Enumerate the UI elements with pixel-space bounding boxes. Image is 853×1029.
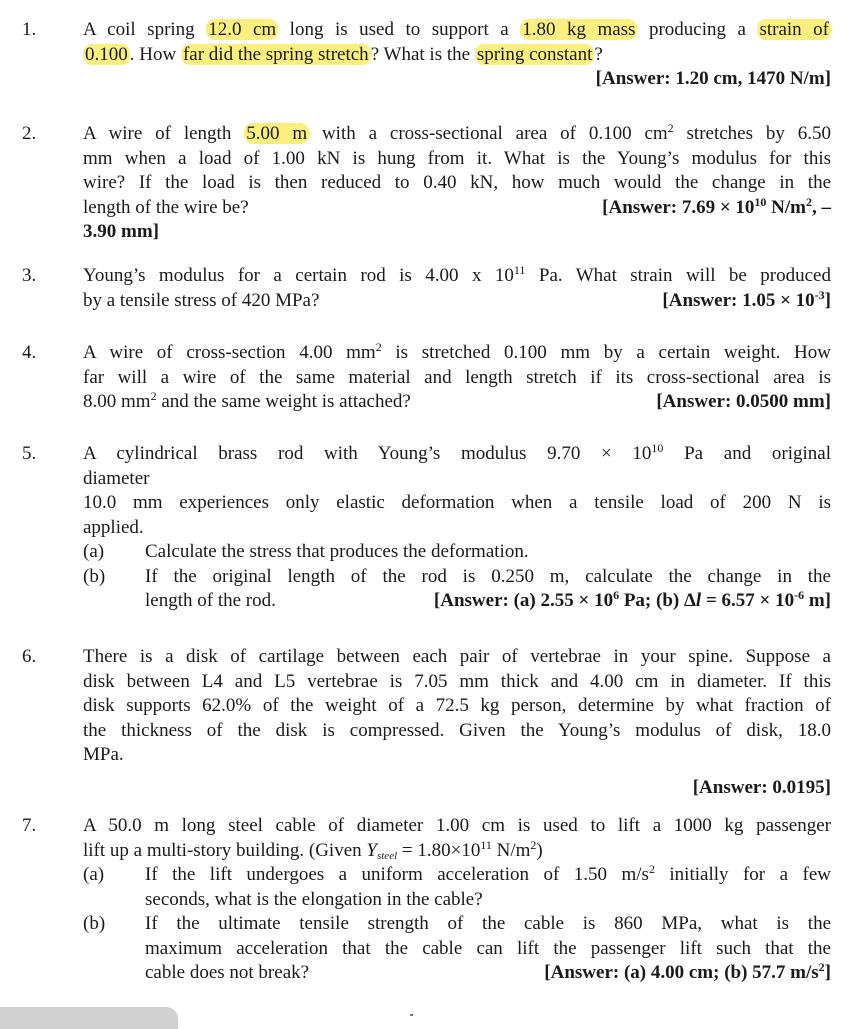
problem-number: 5.	[22, 443, 37, 464]
text-line: 8.00 $mm^2$ and the same weight is attached? [Answer: 0.0500 mm]	[83, 390, 831, 415]
answer: [Answer: (a) 4.00 cm; (b) 57.7 $m/s^2$]	[544, 960, 831, 983]
text-line: by a tensile stress of 420 MPa? [Answer: $1.05 \times 10^{-3}$]	[83, 289, 831, 314]
answer: [Answer: $7.69 \times 10^{10}$ $N/m^2$, –	[602, 194, 831, 218]
text-line: far will a wire of the same material and length stretch if its cross-sectional area is	[83, 366, 831, 388]
sub-question-a	[83, 863, 831, 912]
highlight: 5.00 m	[246, 123, 308, 144]
text-line: MPa.	[83, 744, 124, 765]
problem-text	[83, 442, 831, 614]
sub-question-a	[83, 540, 831, 565]
problem-text	[83, 264, 831, 313]
highlight: far did the spring stretch	[182, 43, 369, 65]
problem-text	[83, 122, 831, 245]
text-line: disk supports 62.0% of the weight of a 72.5 kg person, determine by what fraction of	[83, 695, 831, 716]
text-line: disk between L4 and L5 vertebrae is 7.05 mm thick and 4.00 cm in diameter. If this	[83, 670, 831, 692]
text-line: A 50.0 m long steel cable of diameter 1.00 cm is used to lift a 1000 kg passenger	[83, 815, 831, 836]
answer: [Answer: $1.05 \times 10^{-3}$]	[662, 287, 831, 311]
sub-label: (b)	[83, 565, 106, 587]
highlight: 0.100	[85, 43, 128, 65]
sub-text: If the lift undergoes a uniform acceleration of 1.50 $m/s^2$ initially for a few	[145, 862, 831, 885]
text-line: A coil spring 12.0 cm long is used to support a 1.80 kg mass producing a strain of	[83, 19, 829, 40]
sub-label: (a)	[83, 541, 105, 562]
text-line: A cylindrical brass rod with Young’s modulus $9.70 \times 10^{10}$ Pa and original	[83, 441, 831, 464]
answer: [Answer: (a) $2.55 \times 10^6$ Pa; (b) $\Delta l = 6.57 \times 10^{-6}$ m]	[433, 588, 831, 611]
highlight: 12.0 cm	[208, 19, 277, 40]
problem-number: 3.	[22, 265, 37, 286]
problem-number: 2.	[22, 123, 37, 144]
text-line: There is a disk of cartilage between each pair of vertebrae in your spine. Suppose a	[83, 646, 831, 667]
answer: [Answer: 1.20 cm, 1470 N/m]	[595, 68, 831, 89]
text-line: Young’s modulus for a certain rod is 4.00 x $10^{11}$ Pa. What strain will be produced	[83, 263, 831, 286]
sub-text: maximum acceleration that the cable can lift the passenger lift such that the	[145, 937, 831, 959]
sub-text: If the original length of the rod is 0.250 m, calculate the change in the	[145, 565, 831, 587]
text-line: the thickness of the disk is compressed. Given the Young’s modulus of disk, 18.0	[83, 719, 831, 741]
sub-text: If the ultimate tensile strength of the cable is 860 MPa, what is the	[145, 913, 831, 934]
highlight: strain of	[759, 19, 829, 40]
answer: [Answer: 0.0500 mm]	[656, 391, 831, 412]
sub-question-b	[83, 565, 831, 614]
sub-label: (b)	[83, 913, 106, 934]
sub-text: cable does not break? [Answer: (a) 4.00 cm; (b) 57.7 $m/s^2$]	[145, 961, 831, 986]
text-line: applied.	[83, 516, 144, 538]
problem-number: 4.	[22, 342, 37, 363]
text-line: diameter	[83, 467, 150, 489]
highlight: 1.80 kg mass	[522, 19, 636, 40]
text-line: A wire of length 5.00 m with a cross-sectional area of 0.100 $cm^2$ stretches by 6.50	[83, 121, 831, 144]
sub-label: (a)	[83, 864, 105, 885]
problem-text	[83, 814, 831, 986]
problem-text	[83, 341, 831, 415]
text-line: 0.100 . How far did the spring stretch ? What is the spring constant ?	[85, 43, 603, 65]
answer-continued: 3.90 mm]	[83, 221, 159, 242]
text-line: A wire of cross-section 4.00 $mm^2$ is stretched 0.100 mm by a certain weight. How	[83, 340, 831, 363]
sub-text: seconds, what is the elongation in the cable?	[145, 888, 483, 910]
home-indicator-bar[interactable]	[0, 1007, 178, 1029]
highlight: spring constant	[476, 43, 593, 65]
problem-number: 7.	[22, 815, 37, 836]
text-line: length of the wire be? [Answer: $7.69 \times 10^{10}$ $N/m^2$, –	[83, 196, 831, 221]
problem-text	[83, 18, 831, 92]
problem-number: 1.	[22, 19, 37, 40]
problem-number: 6.	[22, 646, 37, 667]
text-line: mm when a load of 1.00 kN is hung from it. What is the Young’s modulus for this	[83, 147, 831, 169]
scroll-dot	[410, 1014, 413, 1016]
sub-question-b	[83, 912, 831, 986]
text-line: 10.0 mm experiences only elastic deformation when a tensile load of 200 N is	[83, 492, 831, 513]
sub-text: Calculate the stress that produces the deformation.	[145, 541, 529, 562]
sub-text: length of the rod. [Answer: (a) $2.55 \times 10^6$ Pa; (b) $\Delta l = 6.57 \times 10^{-6}$ m]	[145, 589, 831, 614]
text-line: wire? If the load is then reduced to 0.40 kN, how much would the change in the	[83, 172, 831, 193]
answer: [Answer: 0.0195]	[692, 776, 831, 798]
text-line: lift up a multi-story building. (Given $Y_{steel} = 1.80\times 10^{11}$ $N/m^2$)	[83, 837, 543, 862]
problem-text	[83, 645, 831, 800]
